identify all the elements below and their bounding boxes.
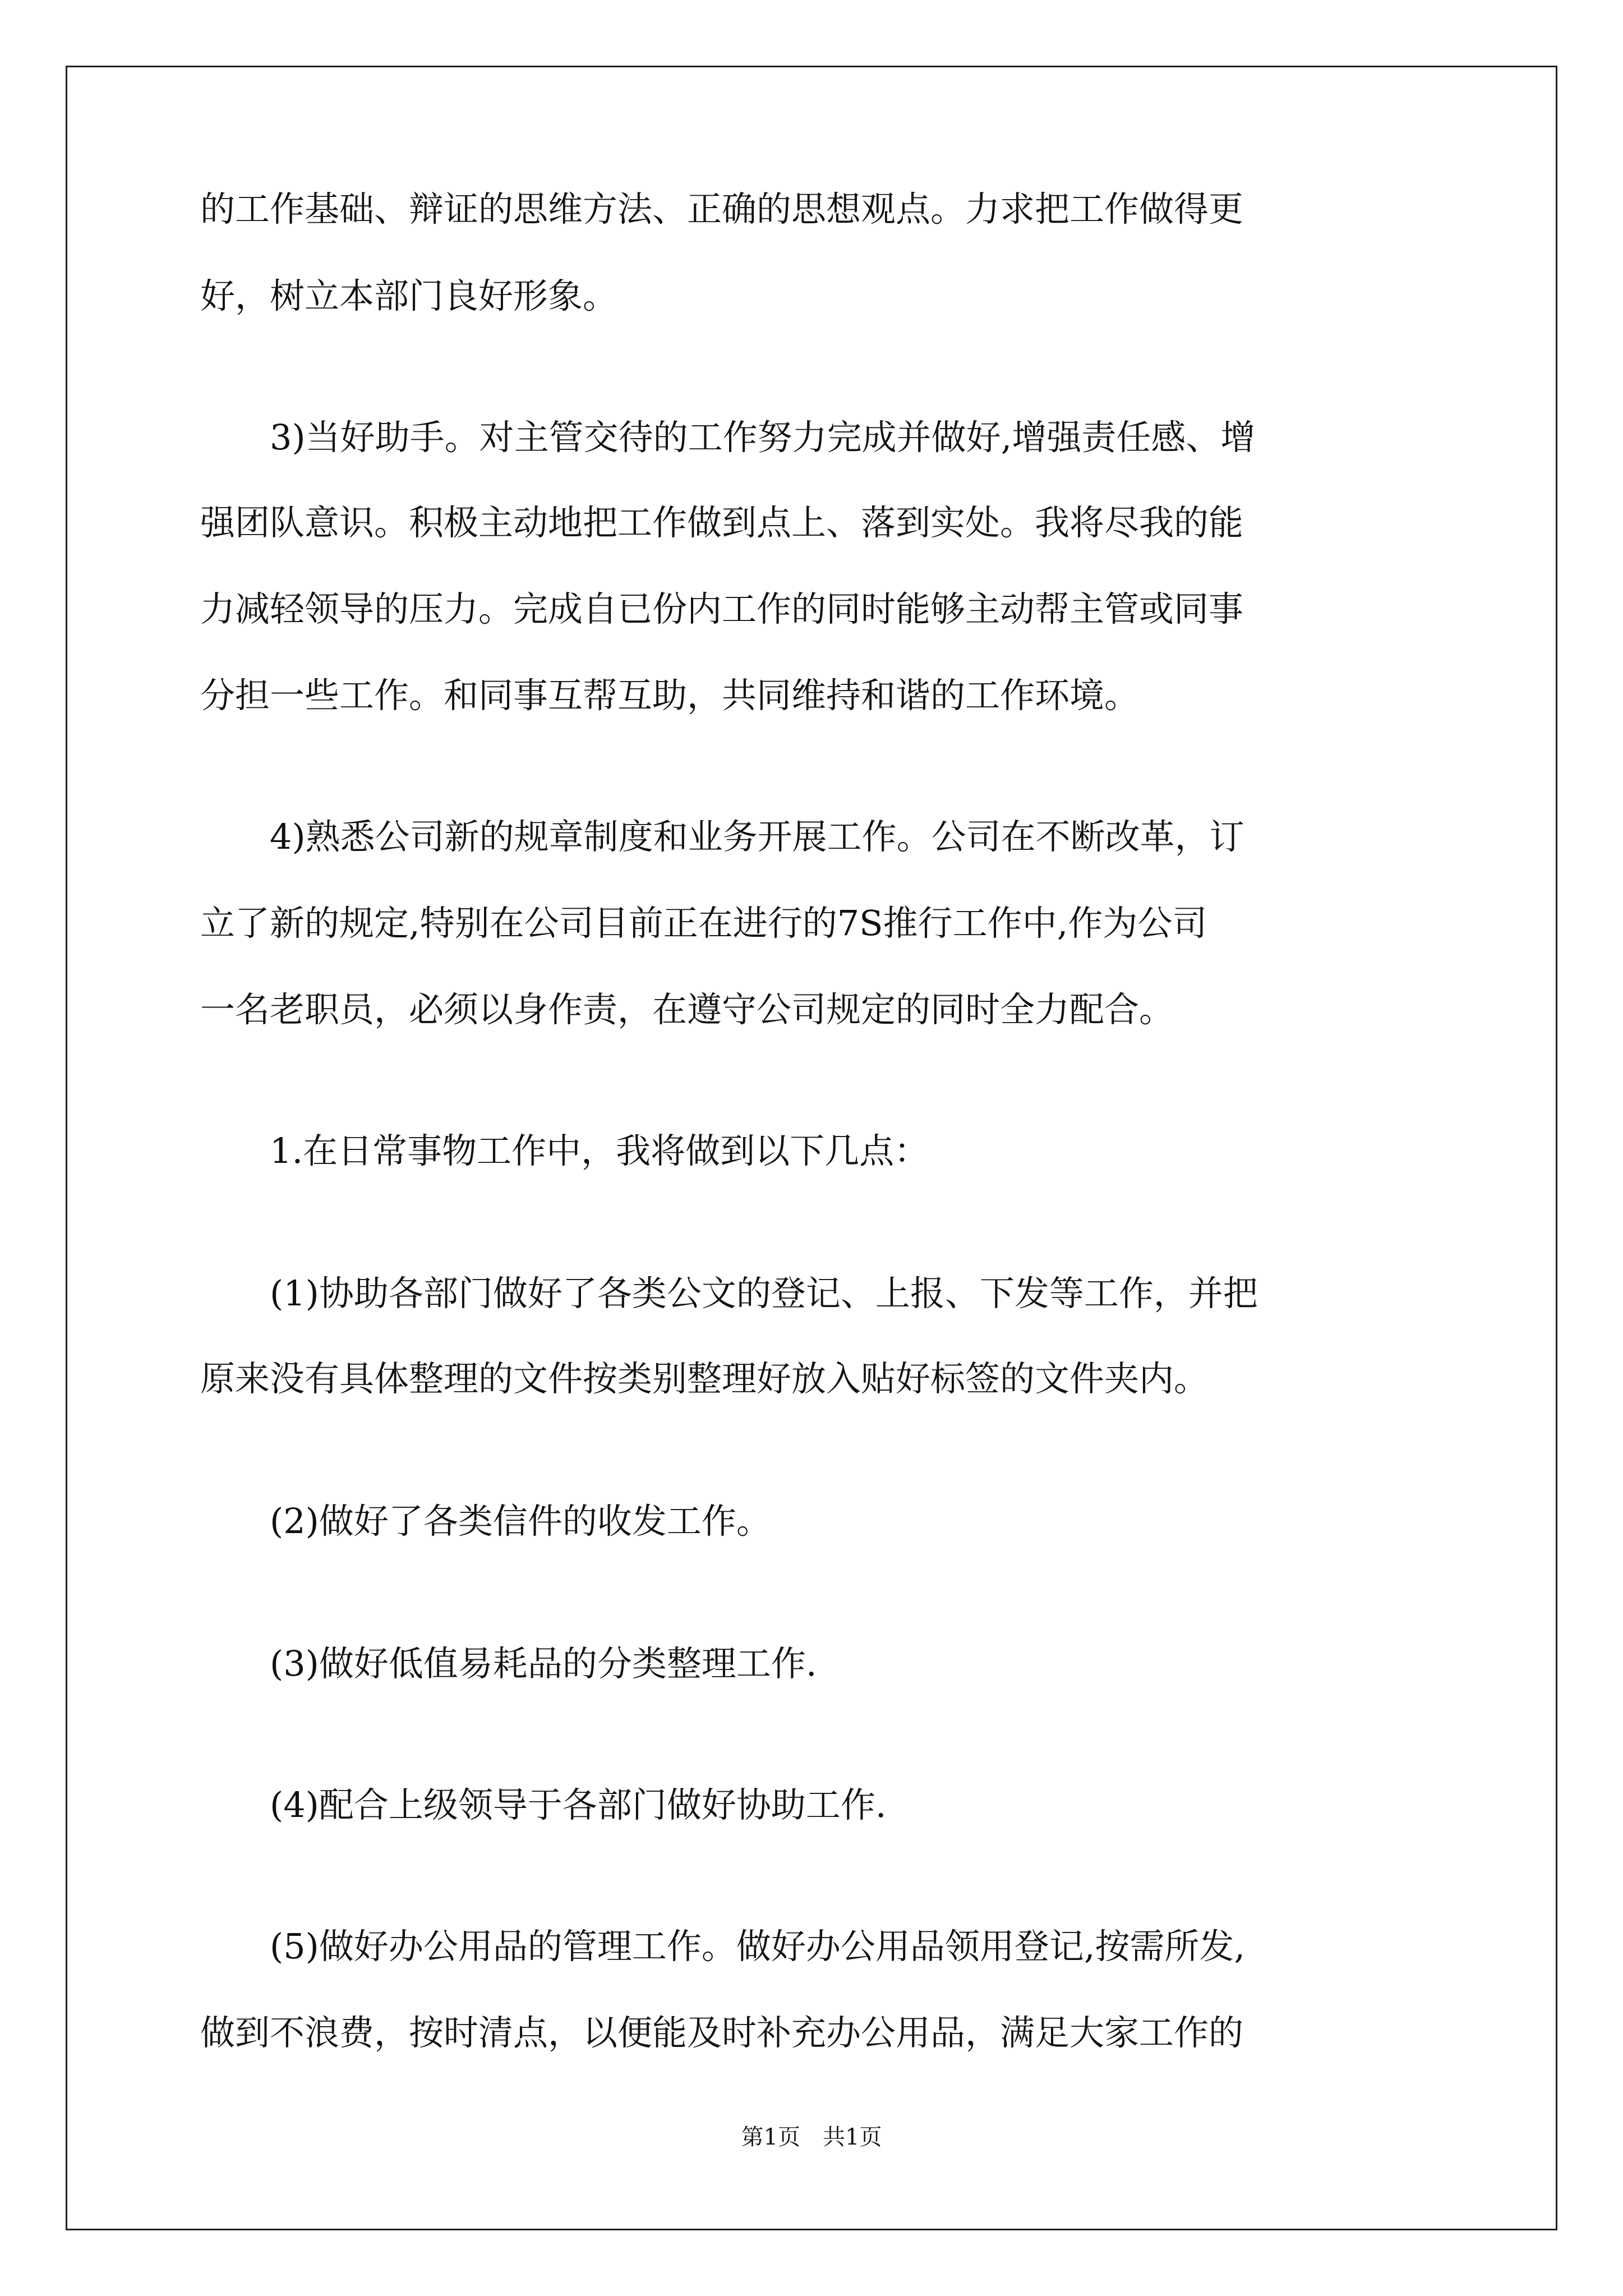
text-line-4: 强团队意识。积极主动地把工作做到点上、落到实处。我将尽我的能 (200, 502, 1244, 543)
text-line-5: 力减轻领导的压力。完成自已份内工作的同时能够主动帮主管或同事 (200, 588, 1244, 629)
text-line-13: (2)做好了各类信件的收发工作。 (270, 1501, 771, 1542)
text-line-15: (4)配合上级领导于各部门做好协助工作. (270, 1784, 887, 1825)
text-line-1: 的工作基础、辩证的思维方法、正确的思想观点。力求把工作做得更 (200, 188, 1244, 229)
text-line-14: (3)做好低值易耗品的分类整理工作. (270, 1643, 817, 1684)
text-line-9: 一名老职员，必须以身作责，在遵守公司规定的同时全力配合。 (200, 989, 1174, 1030)
text-line-2: 好，树立本部门良好形象。 (200, 275, 618, 316)
text-line-3: 3)当好助手。对主管交待的工作努力完成并做好,增强责任感、增 (270, 417, 1256, 458)
text-line-10: 1.在日常事物工作中，我将做到以下几点： (270, 1130, 929, 1171)
text-line-7: 4)熟悉公司新的规章制度和业务开展工作。公司在不断改革，订 (270, 816, 1244, 857)
text-line-17: 做到不浪费，按时清点，以便能及时补充办公用品，满足大家工作的 (200, 2012, 1244, 2053)
page-number-footer: 第1页 共1页 (741, 2124, 882, 2150)
text-line-12: 原来没有具体整理的文件按类别整理好放入贴好标签的文件夹内。 (200, 1358, 1209, 1399)
text-line-11: (1)协助各部门做好了各类公文的登记、上报、下发等工作，并把 (270, 1273, 1258, 1314)
text-line-8: 立了新的规定,特别在公司目前正在进行的7S推行工作中,作为公司 (200, 903, 1207, 944)
text-line-16: (5)做好办公用品的管理工作。做好办公用品领用登记,按需所发, (270, 1926, 1246, 1967)
text-line-6: 分担一些工作。和同事互帮互助，共同维持和谐的工作环境。 (200, 675, 1140, 716)
